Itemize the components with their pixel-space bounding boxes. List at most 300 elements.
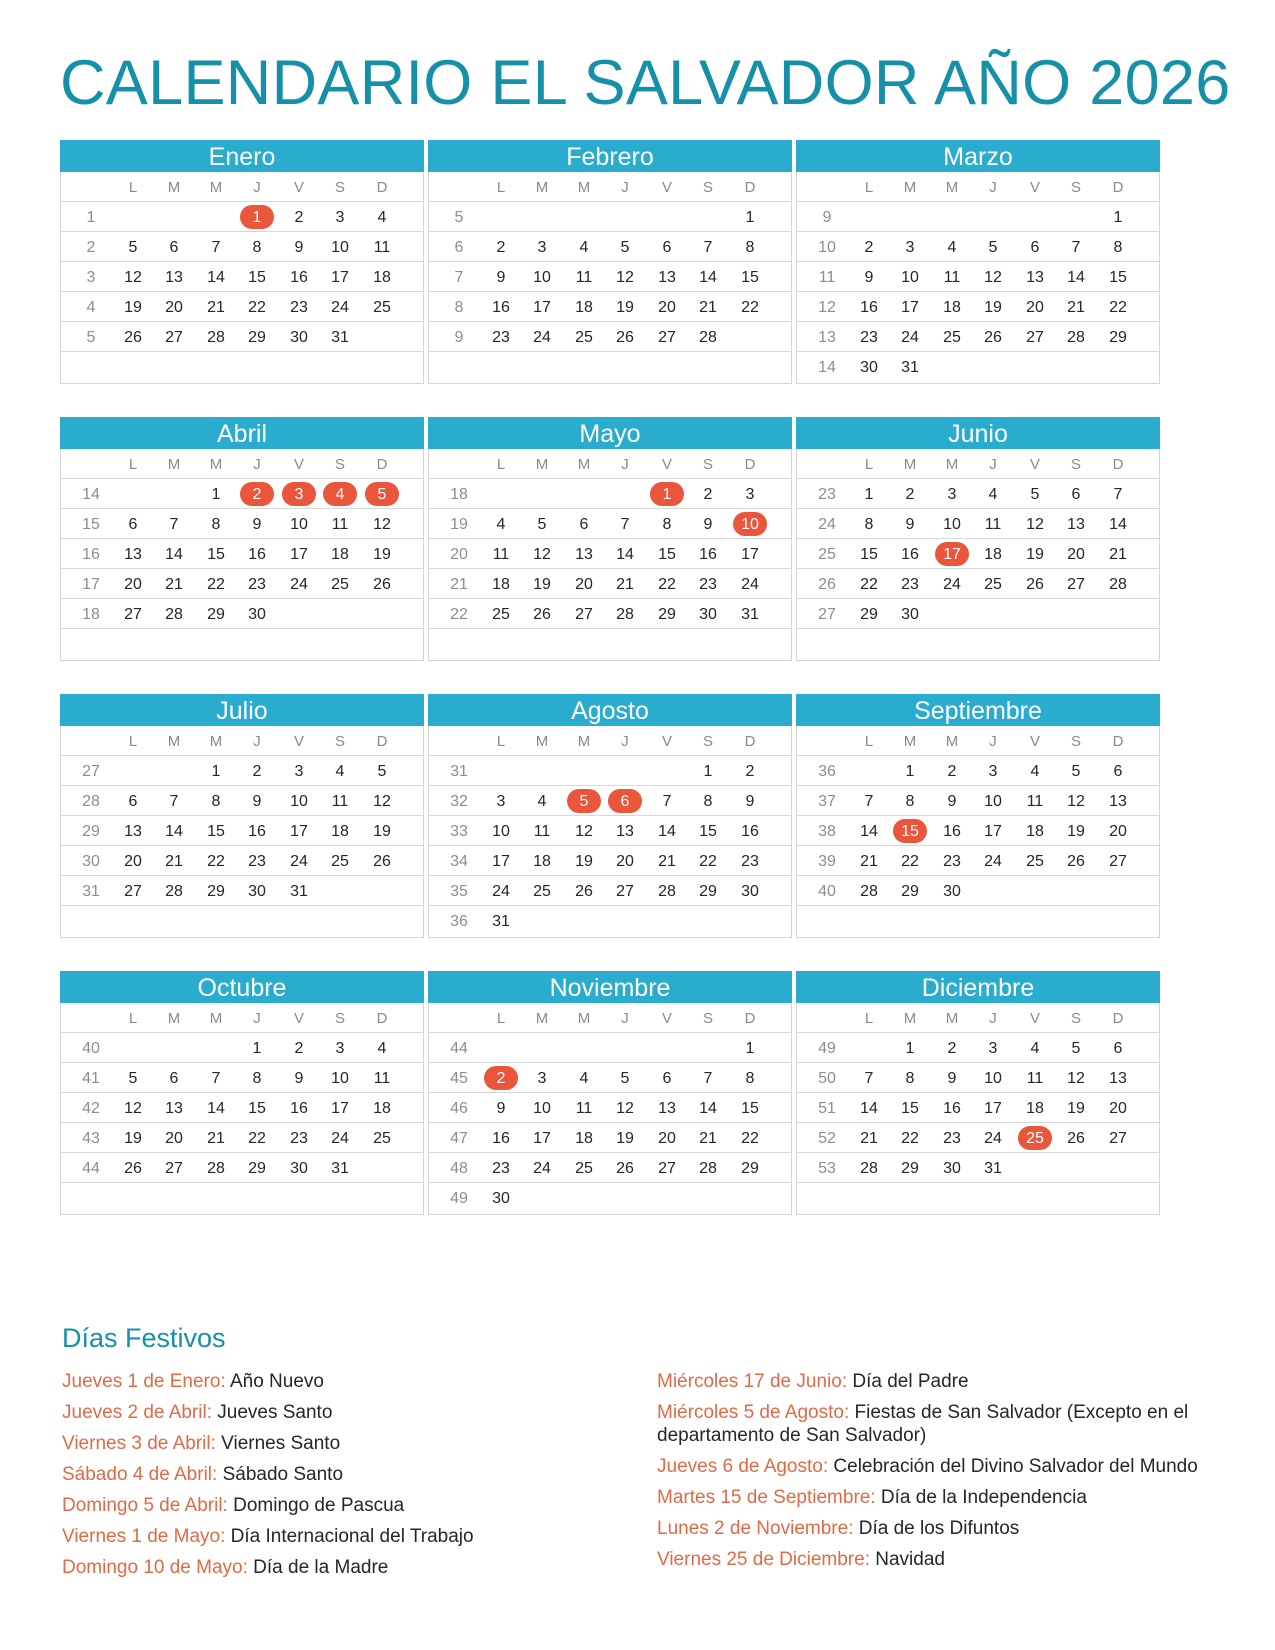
calendar-day: 6 (1113, 1040, 1123, 1057)
weekday-label: D (1112, 456, 1124, 473)
calendar-day: 2 (252, 763, 262, 780)
calendar-day: 12 (373, 793, 391, 810)
calendar-day: 26 (616, 329, 634, 346)
calendar-day: 23 (248, 853, 266, 870)
weekday-label: S (1070, 456, 1081, 473)
calendar-day: 18 (575, 1130, 593, 1147)
week-row (61, 1123, 423, 1153)
month-noviembre (428, 971, 792, 1215)
calendar-day: 17 (533, 299, 551, 316)
week-number: 10 (818, 239, 836, 256)
calendar-day: 6 (1030, 239, 1040, 256)
weekday-label: S (334, 456, 345, 473)
calendar-day: 12 (575, 823, 593, 840)
weekday-label: L (128, 1010, 138, 1027)
calendar-day: 29 (248, 1160, 266, 1177)
calendar-day: 5 (1071, 1040, 1081, 1057)
calendar-day: 26 (616, 1160, 634, 1177)
month-enero (60, 140, 424, 384)
week-row (429, 846, 791, 876)
calendar-day: 27 (658, 1160, 676, 1177)
week-number: 29 (82, 823, 100, 840)
calendar-day: 2 (294, 209, 304, 226)
weekday-header-row (797, 1003, 1159, 1033)
week-number: 44 (82, 1160, 100, 1177)
weekday-label: S (1070, 179, 1081, 196)
holiday-item (62, 1556, 622, 1579)
week-row (429, 509, 791, 539)
calendar-day: 24 (533, 329, 551, 346)
week-number: 49 (450, 1190, 468, 1207)
calendar-day: 25 (373, 1130, 391, 1147)
holiday-day (479, 1063, 523, 1093)
week-row (429, 232, 791, 262)
calendar-day: 20 (165, 299, 183, 316)
weekday-label: D (376, 179, 388, 196)
calendar-day: 25 (373, 299, 391, 316)
calendar-day: 10 (331, 239, 349, 256)
calendar-day: 21 (658, 853, 676, 870)
calendar-day: 19 (124, 1130, 142, 1147)
calendar-day: 3 (905, 239, 915, 256)
calendar-day: 17 (290, 546, 308, 563)
month-header: Junio (796, 417, 1160, 449)
calendar-day: 24 (331, 299, 349, 316)
holidays-list-left (62, 1370, 622, 1587)
calendar-day: 7 (620, 516, 630, 533)
calendar-day: 4 (377, 1040, 387, 1057)
weekday-label: D (744, 733, 756, 750)
week-row (797, 1123, 1159, 1153)
weekday-label: S (334, 1010, 345, 1027)
calendar-day: 4 (377, 209, 387, 226)
week-row (797, 569, 1159, 599)
calendar-day: 22 (207, 576, 225, 593)
calendar-day: 6 (169, 1070, 179, 1087)
week-row (797, 352, 1159, 382)
calendar-day: 10 (290, 793, 308, 810)
weekday-label: M (903, 456, 917, 473)
calendar-day: 12 (1067, 793, 1085, 810)
calendar-day: 18 (533, 853, 551, 870)
calendar-day: 8 (211, 516, 221, 533)
calendar-day: 23 (943, 1130, 961, 1147)
week-number: 53 (818, 1160, 836, 1177)
month-marzo (796, 140, 1160, 384)
calendar-day: 20 (1109, 1100, 1127, 1117)
week-number: 5 (86, 329, 96, 346)
calendar-day: 24 (331, 1130, 349, 1147)
weekday-label: V (661, 456, 672, 473)
holiday-name: Día de la Independencia (880, 1487, 1087, 1508)
calendar-day: 12 (124, 1100, 142, 1117)
calendar-day: 16 (943, 823, 961, 840)
calendar-day: 16 (290, 269, 308, 286)
weekday-header-row (797, 726, 1159, 756)
calendar-day: 9 (294, 239, 304, 256)
weekday-label: M (903, 179, 917, 196)
calendar-day: 27 (124, 883, 142, 900)
calendar-day: 28 (1109, 576, 1127, 593)
week-number: 33 (450, 823, 468, 840)
weekday-label: J (989, 733, 997, 750)
holiday-badge: 2 (240, 482, 274, 506)
holiday-date: Jueves 6 de Agosto: (657, 1456, 829, 1477)
calendar-day: 24 (290, 576, 308, 593)
week-number: 21 (450, 576, 468, 593)
holiday-badge: 5 (567, 789, 601, 813)
week-number: 18 (82, 606, 100, 623)
calendar-day: 29 (1109, 329, 1127, 346)
week-number: 9 (822, 209, 832, 226)
calendar-day: 13 (124, 823, 142, 840)
week-row (797, 232, 1159, 262)
calendar-day: 12 (984, 269, 1002, 286)
weekday-label: V (293, 456, 304, 473)
calendar-day: 12 (616, 269, 634, 286)
calendar-day: 28 (207, 1160, 225, 1177)
holiday-item (657, 1455, 1217, 1478)
calendar-day: 19 (1026, 546, 1044, 563)
calendar-day: 31 (331, 1160, 349, 1177)
calendar-day: 17 (290, 823, 308, 840)
holiday-badge: 1 (650, 482, 684, 506)
calendar-day: 27 (1026, 329, 1044, 346)
calendar-day: 21 (860, 853, 878, 870)
weekday-label: M (535, 456, 549, 473)
calendar-day: 23 (290, 299, 308, 316)
week-row (429, 1123, 791, 1153)
calendar-day: 27 (616, 883, 634, 900)
calendar-day: 8 (745, 239, 755, 256)
month-header: Noviembre (428, 971, 792, 1003)
holiday-date: Domingo 5 de Abril: (62, 1495, 228, 1516)
calendar-day: 22 (741, 1130, 759, 1147)
calendar-day: 12 (373, 516, 391, 533)
week-row (61, 599, 423, 629)
week-number: 42 (82, 1100, 100, 1117)
calendar-day: 16 (860, 299, 878, 316)
week-number: 7 (454, 269, 464, 286)
calendar-day: 2 (745, 763, 755, 780)
week-row (61, 292, 423, 322)
calendar-day: 18 (492, 576, 510, 593)
holiday-day (562, 786, 606, 816)
calendar-day: 9 (703, 516, 713, 533)
holiday-item (62, 1432, 622, 1455)
calendar-day: 24 (943, 576, 961, 593)
calendar-day: 21 (165, 853, 183, 870)
calendar-day: 8 (864, 516, 874, 533)
weekday-header-row (429, 1003, 791, 1033)
week-row (797, 1153, 1159, 1183)
weekday-label: M (903, 733, 917, 750)
page-title: CALENDARIO EL SALVADOR AÑO 2026 (60, 48, 1231, 118)
week-row (61, 352, 423, 382)
weekday-label: D (744, 179, 756, 196)
calendar-day: 7 (211, 1070, 221, 1087)
week-row (61, 1093, 423, 1123)
calendar-day: 3 (294, 763, 304, 780)
holiday-badge: 5 (365, 482, 399, 506)
calendar-day: 29 (741, 1160, 759, 1177)
calendar-day: 2 (947, 763, 957, 780)
calendar-day: 8 (703, 793, 713, 810)
calendar-day: 2 (294, 1040, 304, 1057)
month-febrero (428, 140, 792, 384)
calendar-day: 29 (248, 329, 266, 346)
holiday-date: Martes 15 de Septiembre: (657, 1487, 876, 1508)
week-row (429, 816, 791, 846)
calendar-day: 22 (1109, 299, 1127, 316)
weekday-label: L (496, 456, 506, 473)
weekday-label: J (989, 1010, 997, 1027)
calendar-day: 3 (988, 1040, 998, 1057)
calendar-day: 5 (620, 1070, 630, 1087)
calendar-day: 11 (492, 546, 510, 563)
calendar-day: 11 (984, 516, 1002, 533)
calendar-day: 22 (901, 853, 919, 870)
calendar-day: 15 (860, 546, 878, 563)
calendar-day: 19 (616, 299, 634, 316)
calendar-day: 27 (575, 606, 593, 623)
weekday-header-row (429, 172, 791, 202)
holiday-name: Viernes Santo (221, 1433, 341, 1454)
calendar-day: 10 (331, 1070, 349, 1087)
calendar-day: 15 (207, 823, 225, 840)
holiday-name: Día de la Madre (253, 1557, 389, 1578)
calendar-day: 30 (943, 883, 961, 900)
calendar-day: 30 (943, 1160, 961, 1177)
holiday-date: Viernes 25 de Diciembre: (657, 1549, 870, 1570)
calendar-day: 1 (905, 1040, 915, 1057)
calendar-day: 4 (335, 763, 345, 780)
calendar-day: 28 (699, 1160, 717, 1177)
calendar-day: 25 (331, 853, 349, 870)
calendar-day: 1 (905, 763, 915, 780)
holiday-badge: 4 (323, 482, 357, 506)
month-julio (60, 694, 424, 938)
calendar-day: 6 (169, 239, 179, 256)
month-header: Febrero (428, 140, 792, 172)
calendar-day: 17 (984, 1100, 1002, 1117)
weekday-label: J (989, 179, 997, 196)
calendar-day: 21 (699, 1130, 717, 1147)
weekday-label: D (1112, 179, 1124, 196)
calendar-day: 13 (165, 269, 183, 286)
calendar-day: 18 (1026, 823, 1044, 840)
calendar-day: 27 (1067, 576, 1085, 593)
holiday-date: Viernes 1 de Mayo: (62, 1526, 226, 1547)
weekday-label: L (864, 456, 874, 473)
calendar-day: 1 (211, 486, 221, 503)
weekday-label: M (167, 733, 181, 750)
calendar-day: 8 (252, 239, 262, 256)
calendar-day: 30 (492, 1190, 510, 1207)
calendar-day: 9 (905, 516, 915, 533)
month-header: Diciembre (796, 971, 1160, 1003)
calendar-day: 13 (616, 823, 634, 840)
week-number: 37 (818, 793, 836, 810)
holiday-day (235, 479, 279, 509)
calendar-day: 8 (1113, 239, 1123, 256)
calendar-day: 27 (658, 329, 676, 346)
holiday-day (603, 786, 647, 816)
week-row (61, 479, 423, 509)
calendar-day: 24 (984, 1130, 1002, 1147)
calendar-day: 21 (207, 299, 225, 316)
holiday-name: Jueves Santo (217, 1402, 333, 1423)
week-row (429, 202, 791, 232)
calendar-day: 5 (128, 239, 138, 256)
calendar-day: 23 (901, 576, 919, 593)
weekday-label: M (577, 179, 591, 196)
week-number: 47 (450, 1130, 468, 1147)
calendar-day: 24 (901, 329, 919, 346)
week-number: 14 (818, 359, 836, 376)
week-row (429, 786, 791, 816)
weekday-label: S (1070, 1010, 1081, 1027)
week-row (797, 1183, 1159, 1213)
weekday-label: S (334, 733, 345, 750)
calendar-day: 7 (703, 1070, 713, 1087)
calendar-day: 17 (492, 853, 510, 870)
week-row (61, 202, 423, 232)
calendar-day: 16 (741, 823, 759, 840)
week-row (429, 1153, 791, 1183)
week-row (429, 906, 791, 936)
weekday-header-row (61, 1003, 423, 1033)
week-number: 12 (818, 299, 836, 316)
calendar-day: 18 (1026, 1100, 1044, 1117)
calendar-day: 26 (1067, 853, 1085, 870)
calendar-day: 18 (331, 546, 349, 563)
calendar-day: 30 (290, 1160, 308, 1177)
calendar-day: 5 (1071, 763, 1081, 780)
calendar-day: 21 (207, 1130, 225, 1147)
calendar-day: 16 (290, 1100, 308, 1117)
calendar-day: 11 (1026, 1070, 1044, 1087)
week-number: 24 (818, 516, 836, 533)
calendar-day: 6 (128, 793, 138, 810)
week-row (797, 509, 1159, 539)
calendar-day: 20 (658, 1130, 676, 1147)
calendar-day: 11 (533, 823, 551, 840)
weekday-label: V (1029, 456, 1040, 473)
calendar-day: 27 (165, 1160, 183, 1177)
week-number: 25 (818, 546, 836, 563)
calendar-day: 5 (988, 239, 998, 256)
calendar-day: 22 (248, 1130, 266, 1147)
week-row (429, 1093, 791, 1123)
calendar-day: 21 (699, 299, 717, 316)
holiday-date: Jueves 1 de Enero: (62, 1371, 226, 1392)
holiday-name: Día de los Difuntos (858, 1518, 1020, 1539)
calendar-day: 15 (248, 269, 266, 286)
calendar-day: 21 (1109, 546, 1127, 563)
calendar-day: 31 (901, 359, 919, 376)
week-number: 17 (82, 576, 100, 593)
calendar-day: 11 (1026, 793, 1044, 810)
calendar-day: 14 (658, 823, 676, 840)
holiday-item (657, 1401, 1217, 1447)
calendar-day: 8 (211, 793, 221, 810)
weekday-label: V (661, 179, 672, 196)
week-row (61, 1153, 423, 1183)
week-number: 31 (82, 883, 100, 900)
holiday-item (62, 1494, 622, 1517)
calendar-day: 23 (492, 329, 510, 346)
weekday-label: S (1070, 733, 1081, 750)
calendar-day: 22 (741, 299, 759, 316)
holiday-item (657, 1486, 1217, 1509)
calendar-day: 17 (331, 1100, 349, 1117)
calendar-day: 10 (290, 516, 308, 533)
calendar-day: 26 (124, 1160, 142, 1177)
calendar-day: 24 (290, 853, 308, 870)
holiday-badge: 6 (608, 789, 642, 813)
weekday-label: J (989, 456, 997, 473)
calendar-day: 5 (128, 1070, 138, 1087)
month-octubre (60, 971, 424, 1215)
calendar-day: 23 (741, 853, 759, 870)
holiday-item (62, 1525, 622, 1548)
calendar-day: 25 (1026, 853, 1044, 870)
week-row (61, 846, 423, 876)
week-number: 46 (450, 1100, 468, 1117)
week-row (429, 1033, 791, 1063)
calendar-day: 16 (492, 299, 510, 316)
calendar-day: 19 (533, 576, 551, 593)
week-number: 23 (818, 486, 836, 503)
calendar-day: 25 (533, 883, 551, 900)
week-row (61, 569, 423, 599)
calendar-day: 9 (496, 1100, 506, 1117)
calendar-day: 10 (984, 1070, 1002, 1087)
week-number: 40 (818, 883, 836, 900)
holiday-day (277, 479, 321, 509)
week-number: 19 (450, 516, 468, 533)
calendar-day: 31 (984, 1160, 1002, 1177)
calendar-day: 13 (1109, 1070, 1127, 1087)
calendar-day: 30 (860, 359, 878, 376)
weekday-label: M (209, 456, 223, 473)
week-number: 11 (818, 269, 836, 286)
calendar-day: 14 (699, 1100, 717, 1117)
calendar-day: 18 (373, 269, 391, 286)
calendar-day: 21 (165, 576, 183, 593)
week-row (61, 262, 423, 292)
calendar-day: 15 (248, 1100, 266, 1117)
calendar-day: 8 (252, 1070, 262, 1087)
calendar-day: 3 (988, 763, 998, 780)
week-row (429, 876, 791, 906)
calendar-day: 22 (699, 853, 717, 870)
holiday-item (62, 1401, 622, 1424)
calendar-day: 30 (248, 606, 266, 623)
calendar-day: 14 (699, 269, 717, 286)
week-row (797, 479, 1159, 509)
holiday-badge: 10 (733, 512, 767, 536)
calendar-day: 27 (124, 606, 142, 623)
month-header: Julio (60, 694, 424, 726)
calendar-day: 19 (1067, 1100, 1085, 1117)
week-row (797, 202, 1159, 232)
calendar-day: 9 (294, 1070, 304, 1087)
calendar-day: 26 (373, 576, 391, 593)
weekday-label: D (744, 1010, 756, 1027)
calendar-day: 18 (331, 823, 349, 840)
